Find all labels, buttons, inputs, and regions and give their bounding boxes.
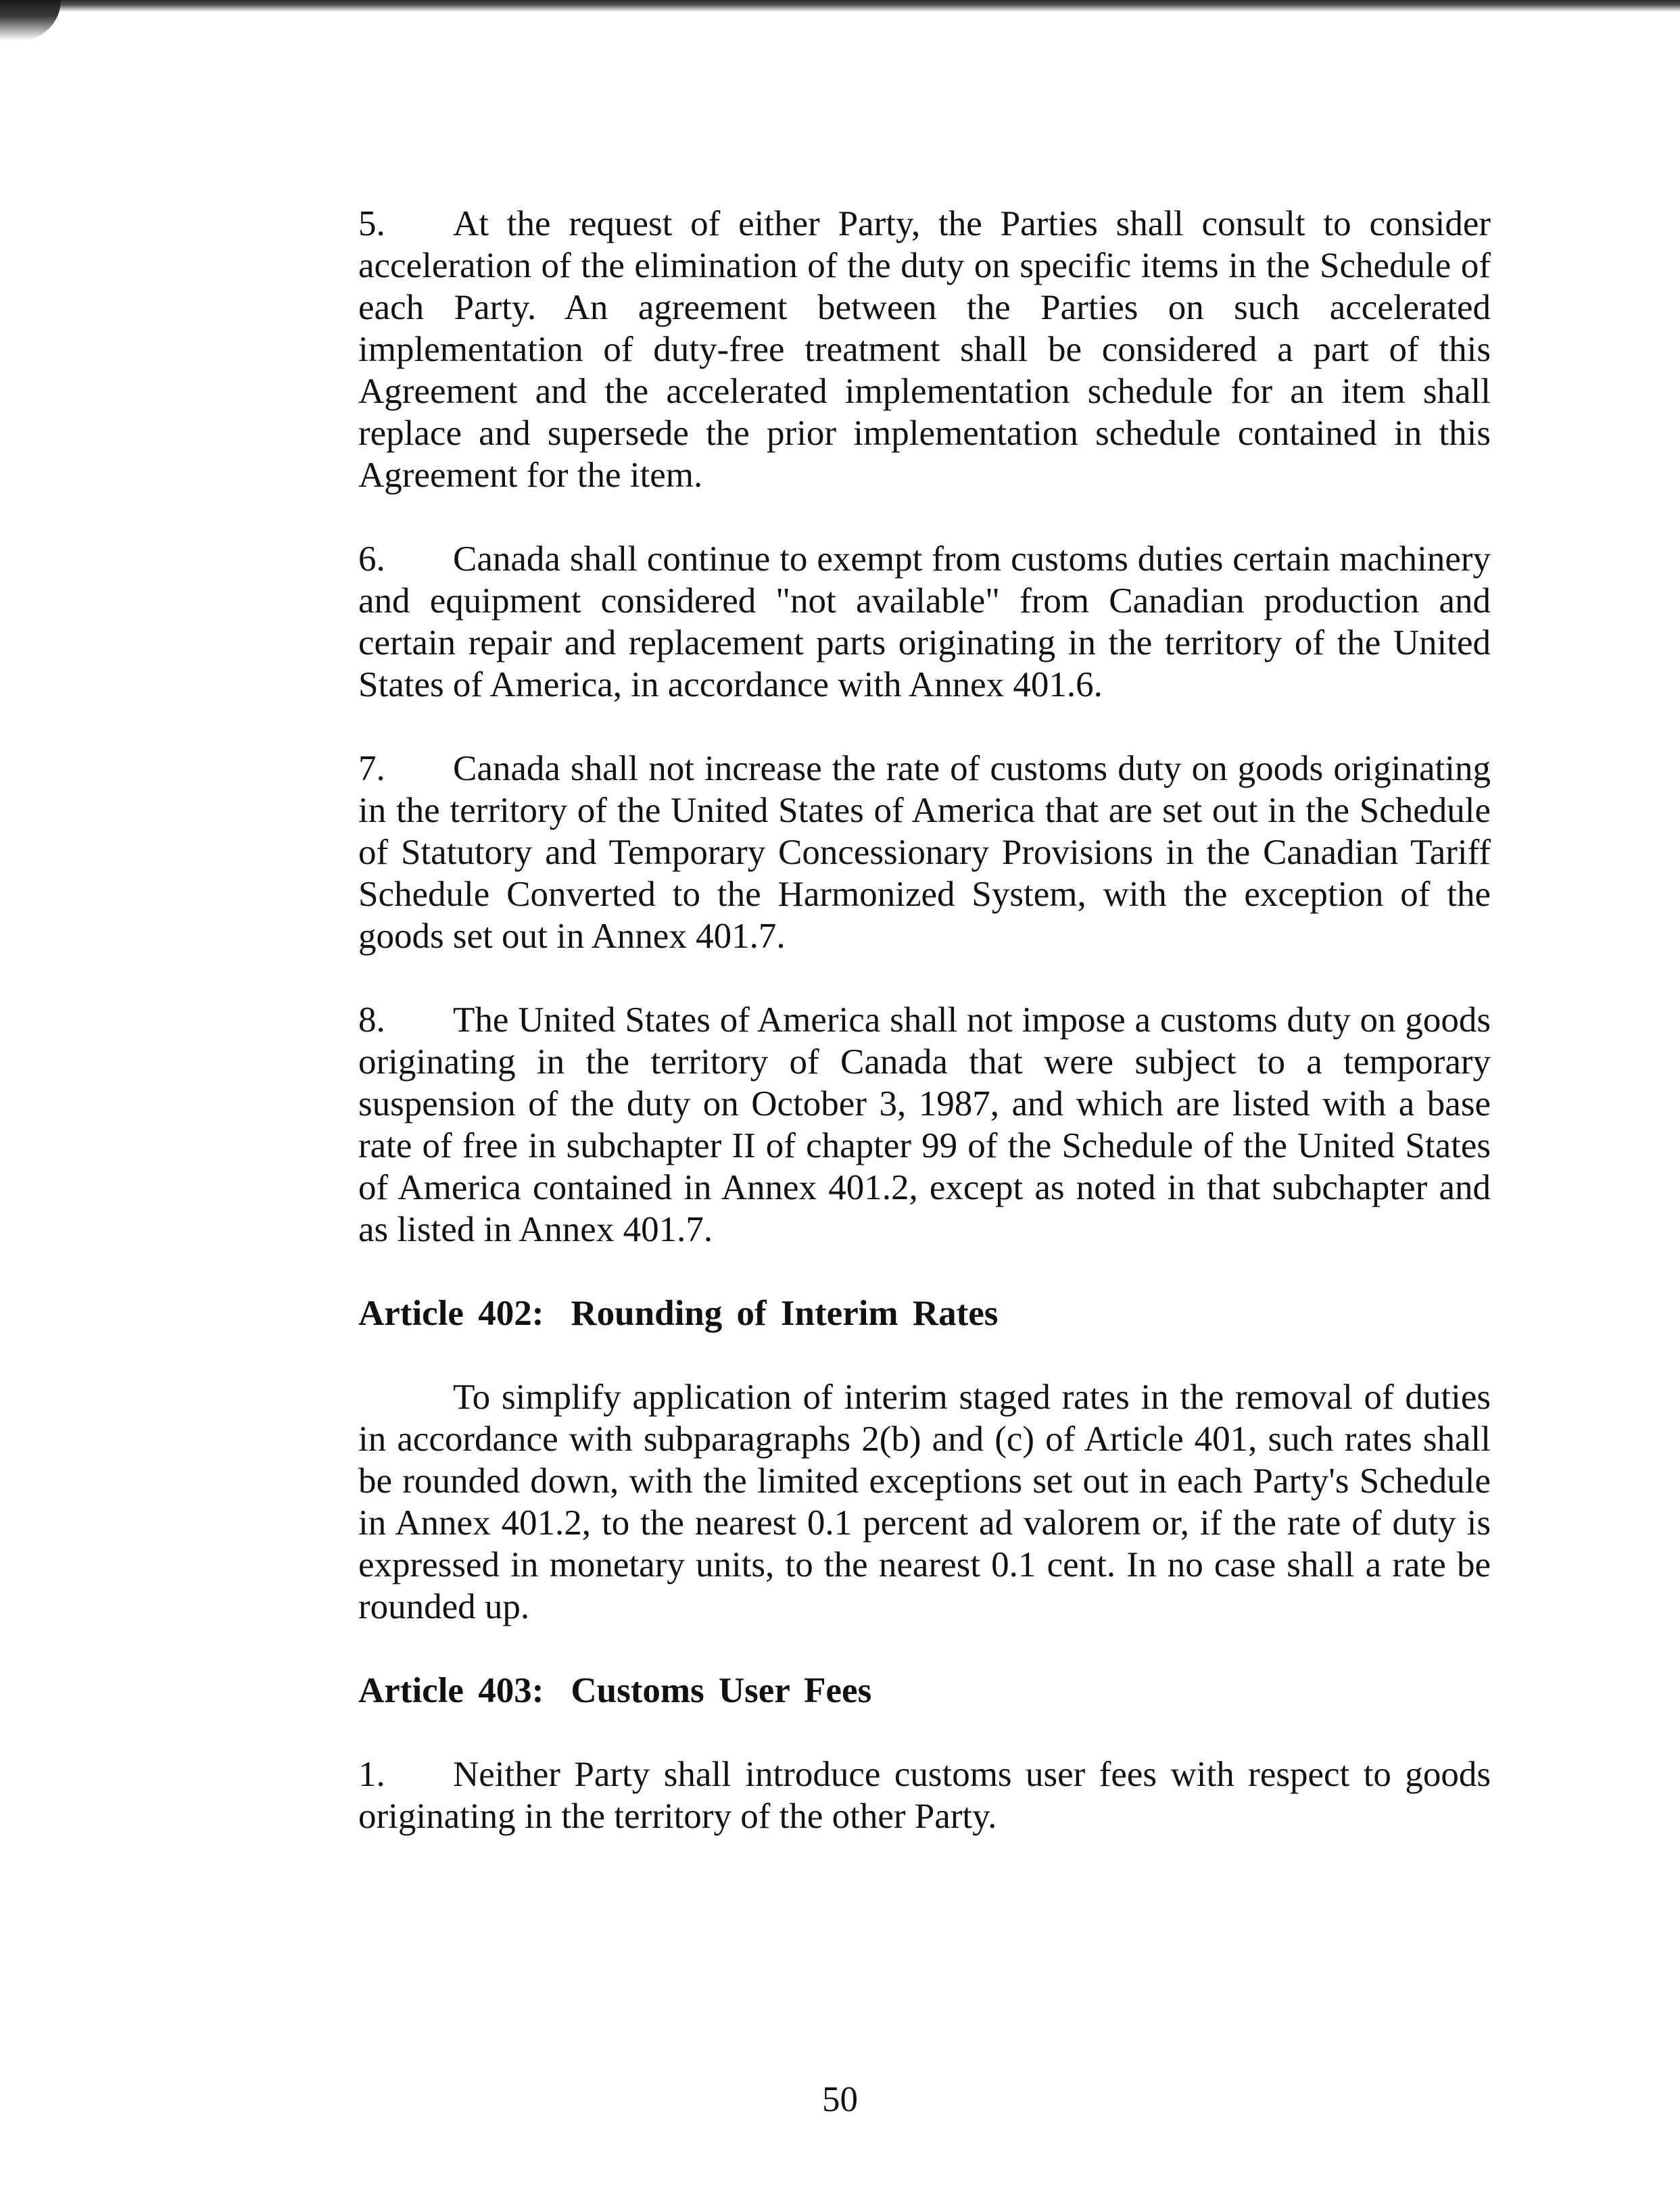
paragraph-number: 8. bbox=[358, 1000, 385, 1040]
paragraph-text: To simplify application of interim staged rates in the removal of duties in accordance with subparagraphs 2(b) and (c) of Article 401, such rates shall be rounded down, with the limited exceptions set out in each Party's Schedule in Annex 401.2, to the nearest 0.1 percent ad valorem or, if the rate of duty is expressed in monetary units, to the nearest 0.1 cent. In no case shall a rate be rounded up. bbox=[358, 1378, 1491, 1626]
paragraph-text: Canada shall continue to exempt from customs duties certain machinery and equipment considered "not available" from Canadian production and certain repair and replacement parts originating in the territory of the United States of America, in accordance with Annex 401.6. bbox=[358, 539, 1491, 704]
paragraph-text: At the request of either Party, the Parties shall consult to consider acceleration of the elimination of the duty on specific items in the Schedule of each Party. An agreement between the Parties on such accelerated implementation of duty-free treatment shall be considered a part of this Agreement and the accelerated implementation schedule for an item shall replace and supersede the prior implementation schedule contained in this Agreement for the item. bbox=[358, 204, 1491, 495]
paragraph-8 bbox=[358, 999, 1491, 1251]
page-number: 50 bbox=[822, 2080, 858, 2119]
paragraph-text: The United States of America shall not impose a customs duty on goods originating in the territory of Canada that were subject to a temporary suspension of the duty on October 3, 1987, and which are listed with a base rate of free in subchapter II of chapter 99 of the Schedule of the United States of America contained in Annex 401.2, except as noted in that subchapter and as listed in Annex 401.7. bbox=[358, 1000, 1491, 1249]
article-403-heading bbox=[358, 1670, 1491, 1712]
paragraph-text: Canada shall not increase the rate of customs duty on goods originating in the territory of the United States of America that are set out in the Schedule of Statutory and Temporary Concessionary Provisions in the Canadian Tariff Schedule Converted to the Harmonized System, with the exception of the goods set out in Annex 401.7. bbox=[358, 749, 1491, 956]
paragraph-number: 5. bbox=[358, 204, 385, 243]
article-label: Article 402: bbox=[358, 1294, 544, 1333]
paragraph-text: Neither Party shall introduce customs user fees with respect to goods originating in the territory of the other Party. bbox=[358, 1755, 1491, 1836]
article-403-paragraph-1 bbox=[358, 1753, 1491, 1837]
paragraph-7 bbox=[358, 748, 1491, 957]
article-title: Rounding of Interim Rates bbox=[571, 1294, 999, 1333]
article-402-heading bbox=[358, 1292, 1491, 1334]
page-body bbox=[358, 203, 1491, 1879]
paragraph-5 bbox=[358, 203, 1491, 496]
scan-top-edge bbox=[0, 0, 1680, 12]
paragraph-6 bbox=[358, 538, 1491, 706]
article-title: Customs User Fees bbox=[571, 1671, 872, 1710]
article-label: Article 403: bbox=[358, 1671, 544, 1710]
paragraph-number: 7. bbox=[358, 749, 385, 788]
scan-corner-shadow bbox=[0, 0, 61, 41]
paragraph-number: 1. bbox=[358, 1755, 385, 1794]
paragraph-number: 6. bbox=[358, 539, 385, 579]
article-402-paragraph bbox=[358, 1376, 1491, 1628]
